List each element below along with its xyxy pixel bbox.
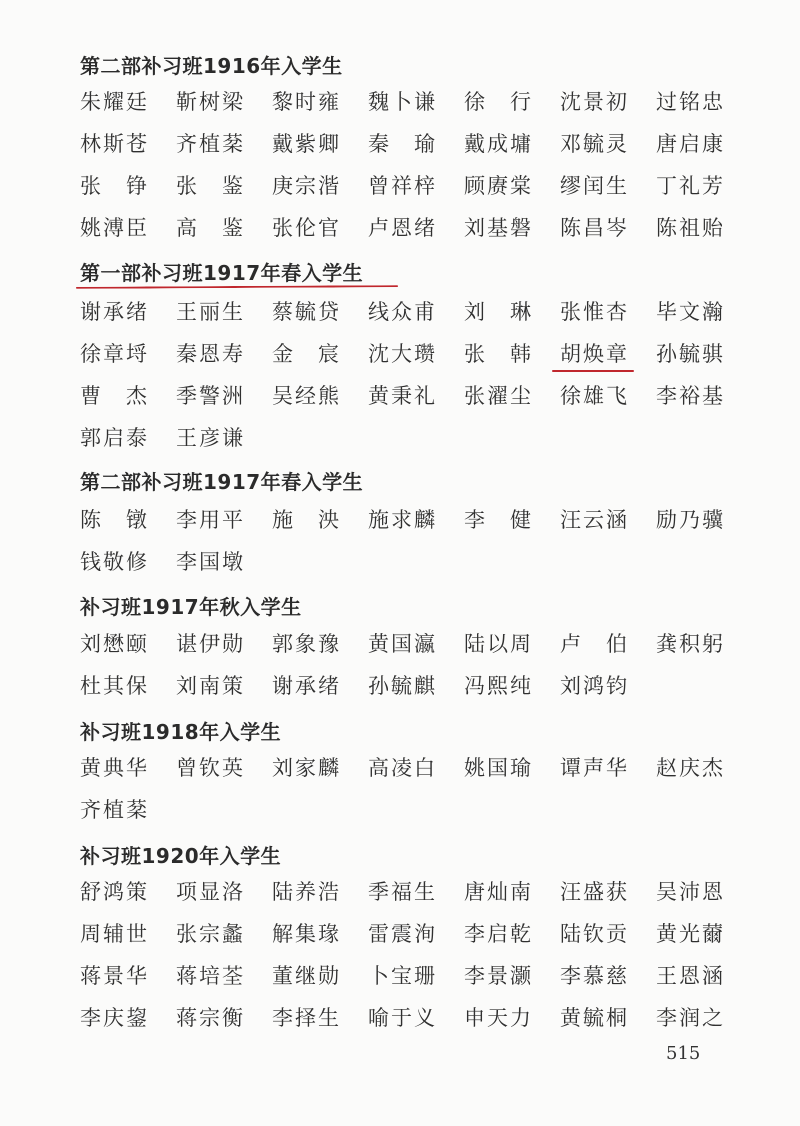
page-number: 515 <box>666 1043 701 1064</box>
student-name: 卢恩绪 <box>368 216 437 240</box>
student-name: 李启乾 <box>464 922 533 946</box>
student-name: 王彦谦 <box>176 426 245 450</box>
student-name: 吴沛恩 <box>656 880 725 904</box>
student-name: 唐灿南 <box>464 880 533 904</box>
student-name: 刘 琳 <box>464 300 533 324</box>
student-name: 舒鸿策 <box>80 880 149 904</box>
section-title: 补习班1918年入学生 <box>80 720 282 744</box>
student-name: 龚积躬 <box>656 632 725 656</box>
student-name: 卢 伯 <box>560 632 629 656</box>
name-row <box>0 876 800 908</box>
student-name: 张 韩 <box>464 342 533 366</box>
name-row <box>0 380 800 412</box>
student-name: 张 鉴 <box>176 174 245 198</box>
student-name: 姚国瑜 <box>464 756 533 780</box>
student-name: 庚宗湝 <box>272 174 341 198</box>
student-name: 黄国瀛 <box>368 632 437 656</box>
student-name: 陈 镦 <box>80 508 149 532</box>
student-name: 励乃骥 <box>656 508 725 532</box>
student-name: 徐章埒 <box>80 342 149 366</box>
student-name: 蔡毓贷 <box>272 300 341 324</box>
student-name: 王丽生 <box>176 300 245 324</box>
name-row <box>0 296 800 328</box>
student-name: 戴紫卿 <box>272 132 341 156</box>
student-name: 孙毓骐 <box>656 342 725 366</box>
name-row <box>0 794 800 826</box>
name-row <box>0 670 800 702</box>
student-name: 线众甫 <box>368 300 437 324</box>
name-row <box>0 918 800 950</box>
student-name: 张 铮 <box>80 174 149 198</box>
student-name: 陆养浩 <box>272 880 341 904</box>
student-name: 李裕基 <box>656 384 725 408</box>
student-name: 过铭忠 <box>656 90 725 114</box>
section-title: 第一部补习班1917年春入学生 <box>80 261 364 285</box>
name-row <box>0 960 800 992</box>
student-name: 顾赓棠 <box>464 174 533 198</box>
student-name: 蒋宗衡 <box>176 1006 245 1030</box>
name-row <box>0 338 800 370</box>
student-name: 李 健 <box>464 508 533 532</box>
student-name: 陈昌岑 <box>560 216 629 240</box>
student-name: 钱敬修 <box>80 550 149 574</box>
student-name: 谢承绪 <box>80 300 149 324</box>
student-name: 谭声华 <box>560 756 629 780</box>
name-row <box>0 546 800 578</box>
name-row <box>0 128 800 160</box>
student-name: 靳树梁 <box>176 90 245 114</box>
title-underline-annotation <box>76 285 398 289</box>
student-name: 刘懋颐 <box>80 632 149 656</box>
student-name: 丁礼芳 <box>656 174 725 198</box>
name-row <box>0 86 800 118</box>
student-name: 冯熙纯 <box>464 674 533 698</box>
student-name: 沈大瓒 <box>368 342 437 366</box>
name-row <box>0 752 800 784</box>
student-name: 刘基磐 <box>464 216 533 240</box>
student-name: 郭启泰 <box>80 426 149 450</box>
student-name: 毕文瀚 <box>656 300 725 324</box>
student-name: 高凌白 <box>368 756 437 780</box>
student-name: 吴经熊 <box>272 384 341 408</box>
student-name: 卜宝珊 <box>368 964 437 988</box>
student-name: 沈景初 <box>560 90 629 114</box>
student-name: 秦 瑜 <box>368 132 437 156</box>
student-name: 谢承绪 <box>272 674 341 698</box>
student-name: 雷震洵 <box>368 922 437 946</box>
student-name: 曾祥梓 <box>368 174 437 198</box>
name-row <box>0 504 800 536</box>
student-name: 李润之 <box>656 1006 725 1030</box>
student-name: 金 宸 <box>272 342 341 366</box>
student-name: 汪盛获 <box>560 880 629 904</box>
student-name: 施 泱 <box>272 508 341 532</box>
name-row <box>0 1002 800 1034</box>
student-name: 曾钦英 <box>176 756 245 780</box>
student-name: 申天力 <box>464 1006 533 1030</box>
student-name: 季福生 <box>368 880 437 904</box>
student-name: 高 鉴 <box>176 216 245 240</box>
student-name: 汪云涵 <box>560 508 629 532</box>
student-name: 缪闰生 <box>560 174 629 198</box>
student-name: 黄毓桐 <box>560 1006 629 1030</box>
student-name: 徐雄飞 <box>560 384 629 408</box>
student-name: 李庆鋆 <box>80 1006 149 1030</box>
student-name: 董继勋 <box>272 964 341 988</box>
student-name: 黎时雍 <box>272 90 341 114</box>
student-name: 林斯苍 <box>80 132 149 156</box>
section-title: 第二部补习班1916年入学生 <box>80 54 343 78</box>
student-name: 刘南策 <box>176 674 245 698</box>
student-name: 项显洛 <box>176 880 245 904</box>
student-name: 施求麟 <box>368 508 437 532</box>
section-title: 补习班1920年入学生 <box>80 844 282 868</box>
name-row <box>0 628 800 660</box>
student-name: 秦恩寿 <box>176 342 245 366</box>
student-name: 蒋景华 <box>80 964 149 988</box>
name-row <box>0 422 800 454</box>
student-name: 朱耀廷 <box>80 90 149 114</box>
student-name: 黄秉礼 <box>368 384 437 408</box>
student-name: 李用平 <box>176 508 245 532</box>
student-name: 徐 行 <box>464 90 533 114</box>
student-name: 周辅世 <box>80 922 149 946</box>
student-name: 李择生 <box>272 1006 341 1030</box>
name-row <box>0 170 800 202</box>
student-name: 季警洲 <box>176 384 245 408</box>
student-name: 李慕慈 <box>560 964 629 988</box>
student-name: 刘鸿钧 <box>560 674 629 698</box>
student-name: 张惟杏 <box>560 300 629 324</box>
student-name: 蒋培荃 <box>176 964 245 988</box>
student-name: 李景灏 <box>464 964 533 988</box>
student-name: 孙毓麒 <box>368 674 437 698</box>
student-name: 黄典华 <box>80 756 149 780</box>
student-name: 齐植棻 <box>80 798 149 822</box>
student-name: 魏卜谦 <box>368 90 437 114</box>
student-name: 胡焕章 <box>560 342 629 366</box>
student-name: 陆以周 <box>464 632 533 656</box>
section-title: 第二部补习班1917年春入学生 <box>80 470 364 494</box>
student-name: 郭象豫 <box>272 632 341 656</box>
student-name: 赵庆杰 <box>656 756 725 780</box>
student-name: 杜其保 <box>80 674 149 698</box>
student-name: 喻于义 <box>368 1006 437 1030</box>
student-name: 王恩涵 <box>656 964 725 988</box>
student-name: 张伦官 <box>272 216 341 240</box>
student-name: 解集瑑 <box>272 922 341 946</box>
student-name: 曹 杰 <box>80 384 149 408</box>
student-name: 黄光薾 <box>656 922 725 946</box>
student-name: 陈祖贻 <box>656 216 725 240</box>
student-name: 张宗蠡 <box>176 922 245 946</box>
student-name: 戴成墉 <box>464 132 533 156</box>
name-row <box>0 212 800 244</box>
student-name: 谌伊勋 <box>176 632 245 656</box>
name-underline-annotation <box>552 370 634 372</box>
student-name: 唐启康 <box>656 132 725 156</box>
student-name: 齐植棻 <box>176 132 245 156</box>
student-name: 张濯尘 <box>464 384 533 408</box>
student-name: 姚溥臣 <box>80 216 149 240</box>
student-name: 邓毓灵 <box>560 132 629 156</box>
student-name: 陆钦贡 <box>560 922 629 946</box>
student-name: 李国墩 <box>176 550 245 574</box>
student-name: 刘家麟 <box>272 756 341 780</box>
section-title: 补习班1917年秋入学生 <box>80 595 302 619</box>
